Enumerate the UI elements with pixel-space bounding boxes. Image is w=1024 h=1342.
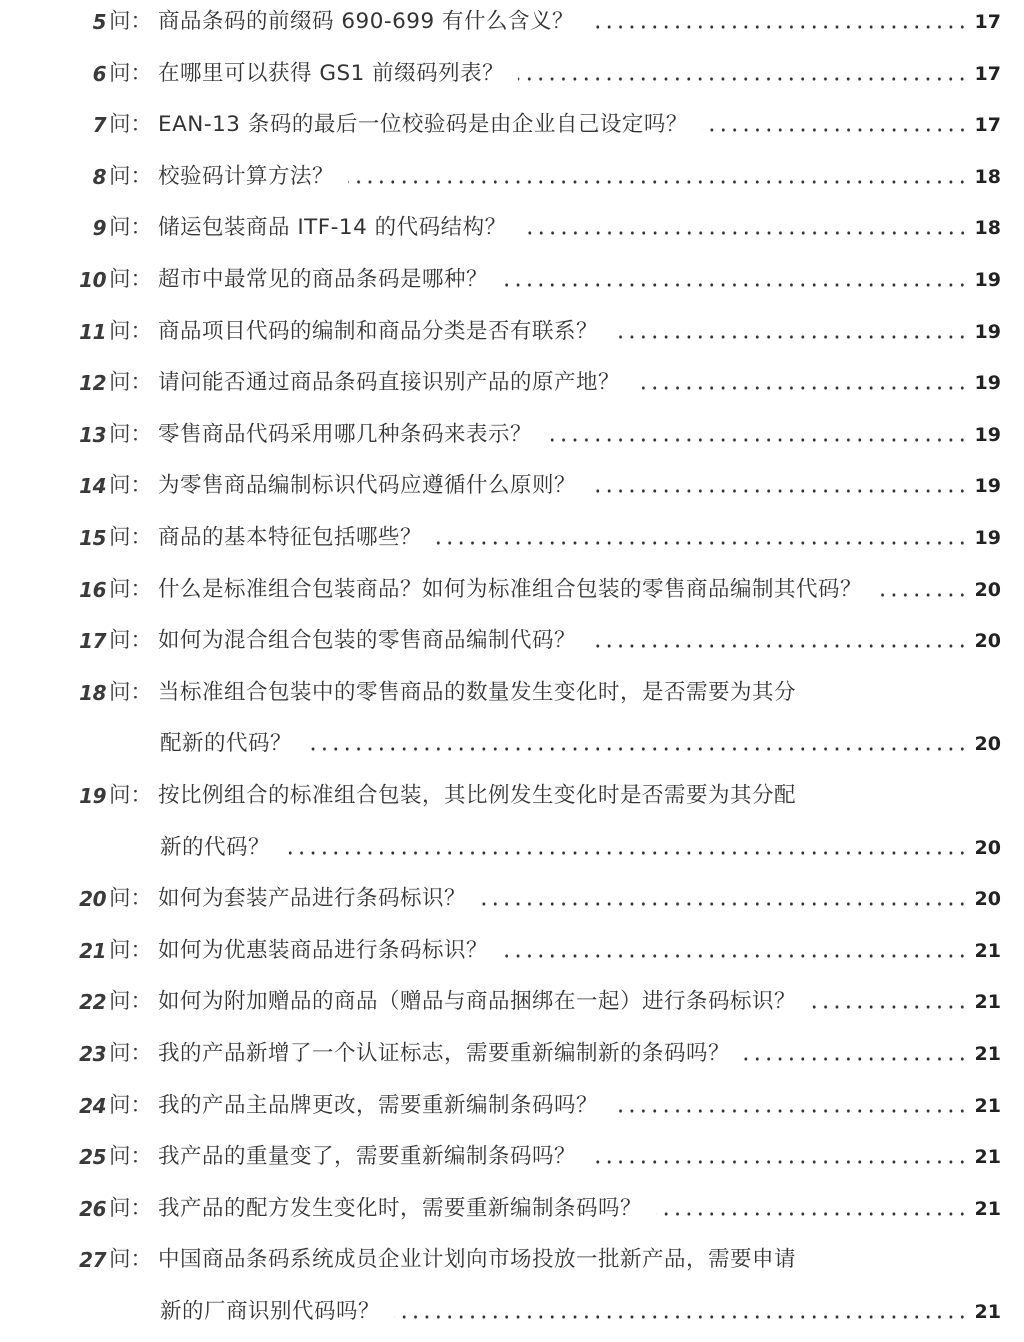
toc-entry[interactable] [0,2,1024,42]
entry-title: 什么是标准组合包装商品？如何为标准组合包装的零售商品编制其代码？ [158,576,863,602]
dot-leader [394,1292,968,1332]
entry-title: 储运包装商品 ITF-14 的代码结构？ [158,215,507,241]
entry-number: 5 [92,10,106,34]
dot-leader [634,363,968,403]
entry-title: 我的产品主品牌更改，需要重新编制条码吗？ [158,1092,599,1118]
toc-entry[interactable] [0,415,1024,455]
entry-number: 13 [79,422,106,447]
dot-leader [518,54,968,94]
entry-number: 22 [79,990,106,1015]
page-number[interactable]: 21 [974,1301,1001,1323]
entry-title: 在哪里可以获得 GS1 前缀码列表？ [158,60,505,86]
entry-number: 7 [92,113,106,138]
dot-leader [612,1086,968,1126]
entry-title-continued: 配新的代码？ [160,731,293,757]
entry-number: 14 [79,474,106,499]
page-number[interactable]: 21 [974,939,1001,962]
question-marker: 问： [109,628,153,654]
entry-title: 为零售商品编制标识代码应遵循什么原则？ [158,473,577,499]
entry-number: 16 [79,577,106,602]
entry-title: 如何为附加赠品的商品（赠品与商品捆绑在一起）进行条码标识？ [158,989,797,1015]
dot-leader [590,1137,968,1177]
dot-leader [590,466,968,506]
page-number[interactable]: 19 [974,269,1001,291]
question-marker: 问： [109,421,153,447]
question-marker: 问： [109,1041,153,1066]
entry-title: 当标准组合包装中的零售商品的数量发生变化时，是否需要为其分 [158,679,797,705]
dot-leader [480,879,968,919]
entry-number: 8 [92,164,106,189]
entry-title: 我产品的配方发生变化时，需要重新编制条码吗？ [158,1195,643,1221]
dot-leader [306,724,968,764]
toc-entry[interactable] [0,1189,1024,1229]
entry-number: 9 [92,216,106,241]
toc-entry[interactable] [0,621,1024,661]
question-marker: 问： [109,1092,153,1118]
question-marker: 问： [109,1195,153,1221]
entry-number: 12 [79,371,106,396]
entry-title-continued: 新的代码？ [160,834,271,860]
page-number[interactable]: 20 [974,836,1001,859]
toc-entry-continuation[interactable] [0,1292,1024,1332]
page-number[interactable]: 18 [974,217,1001,240]
toc-entry[interactable] [0,157,1024,197]
toc-entry[interactable] [0,1240,1024,1280]
question-marker: 问： [109,783,153,808]
question-marker: 问： [109,9,153,34]
entry-title: 请问能否通过商品条码直接识别产品的原产地？ [158,370,621,396]
question-marker: 问： [109,1144,153,1170]
page-number[interactable]: 19 [974,527,1001,549]
toc-entry[interactable] [0,776,1024,816]
dot-leader [284,828,968,868]
page-number[interactable]: 20 [974,888,1001,911]
question-marker: 问： [109,886,153,912]
question-marker: 问： [109,1247,153,1273]
page-number[interactable]: 21 [974,991,1001,1014]
toc-entry[interactable] [0,570,1024,610]
toc-entry[interactable] [0,982,1024,1022]
dot-leader [436,518,968,558]
dot-leader [588,2,968,42]
entry-number: 20 [79,887,106,912]
dot-leader [876,570,968,610]
toc-entry[interactable] [0,363,1024,403]
toc-entry[interactable] [0,260,1024,300]
toc-entry[interactable] [0,1034,1024,1074]
page-number[interactable]: 17 [974,62,1001,85]
dot-leader [810,982,968,1022]
entry-title: 校验码计算方法？ [158,163,335,189]
dot-leader [348,157,968,197]
entry-title: 如何为优惠装商品进行条码标识？ [158,937,489,963]
question-marker: 问： [109,370,153,396]
page-number[interactable]: 19 [974,372,1001,395]
entry-number: 19 [79,784,106,808]
toc-entry-continuation[interactable] [0,724,1024,764]
page-number[interactable]: 21 [974,1146,1001,1169]
entry-title: 商品项目代码的编制和商品分类是否有联系？ [158,318,599,344]
page-number[interactable]: 20 [974,578,1001,601]
page-number[interactable]: 17 [974,114,1001,137]
question-marker: 问： [109,525,153,550]
page-number[interactable]: 20 [974,733,1001,756]
question-marker: 问： [109,60,153,86]
entry-title: 如何为套装产品进行条码标识？ [158,886,467,912]
dot-leader [656,1189,968,1229]
toc-entry[interactable] [0,312,1024,352]
page-number[interactable]: 20 [974,630,1001,653]
entry-number: 21 [79,938,106,963]
dot-leader [521,208,968,248]
page-number[interactable]: 21 [974,1043,1001,1065]
toc-entry[interactable] [0,54,1024,94]
entry-title: 中国商品条码系统成员企业计划向市场投放一批新产品，需要申请 [158,1247,797,1273]
page-number[interactable]: 19 [974,423,1001,446]
page-number[interactable]: 19 [974,320,1001,343]
entry-title: 我产品的重量变了，需要重新编制条码吗？ [158,1144,577,1170]
question-marker: 问： [109,473,153,499]
question-marker: 问： [109,679,153,705]
toc-entry[interactable] [0,673,1024,713]
question-marker: 问： [109,576,153,602]
page-number[interactable]: 17 [974,11,1001,33]
toc-entry[interactable] [0,105,1024,145]
entry-title: 商品的基本特征包括哪些？ [158,525,423,550]
toc-entry[interactable] [0,879,1024,919]
entry-number: 17 [79,629,106,654]
entry-number: 26 [79,1196,106,1221]
question-marker: 问： [109,937,153,963]
dot-leader [744,1034,968,1074]
toc-entry[interactable] [0,518,1024,558]
question-marker: 问： [109,267,153,292]
entry-title: 如何为混合组合包装的零售商品编制代码？ [158,628,577,654]
entry-number: 25 [79,1145,106,1170]
entry-title: 按比例组合的标准组合包装，其比例发生变化时是否需要为其分配 [158,783,797,808]
dot-leader [502,931,968,971]
toc-entry-continuation[interactable] [0,828,1024,868]
toc-entry[interactable] [0,931,1024,971]
entry-number: 10 [79,268,106,292]
entry-number: 24 [79,1093,106,1118]
dot-leader [546,415,968,455]
entry-title: 超市中最常见的商品条码是哪种？ [158,267,489,292]
entry-number: 11 [79,319,106,344]
question-marker: 问： [109,112,153,138]
page-number[interactable]: 21 [974,1094,1001,1117]
question-marker: 问： [109,318,153,344]
dot-leader [702,105,968,145]
entry-title: EAN-13 条码的最后一位校验码是由企业自己设定吗？ [158,112,688,138]
page-number[interactable]: 19 [974,475,1001,498]
entry-title-continued: 新的厂商识别代码吗？ [160,1299,381,1324]
page-number[interactable]: 18 [974,165,1001,188]
dot-leader [502,260,968,300]
page-number[interactable]: 21 [974,1197,1001,1220]
toc-entry[interactable] [0,208,1024,248]
question-marker: 问： [109,215,153,241]
toc-entry[interactable] [0,1137,1024,1177]
entry-number: 27 [79,1248,106,1273]
dot-leader [590,621,968,661]
entry-number: 23 [79,1042,106,1066]
entry-title: 商品条码的前缀码 690-699 有什么含义？ [158,9,575,34]
question-marker: 问： [109,163,153,189]
entry-number: 18 [79,680,106,705]
question-marker: 问： [109,989,153,1015]
entry-title: 我的产品新增了一个认证标志，需要重新编制新的条码吗？ [158,1041,731,1066]
entry-number: 6 [92,61,106,86]
entry-number: 15 [79,526,106,550]
toc-entry[interactable] [0,466,1024,506]
entry-title: 零售商品代码采用哪几种条码来表示？ [158,421,533,447]
dot-leader [612,312,968,352]
toc-entry[interactable] [0,1086,1024,1126]
